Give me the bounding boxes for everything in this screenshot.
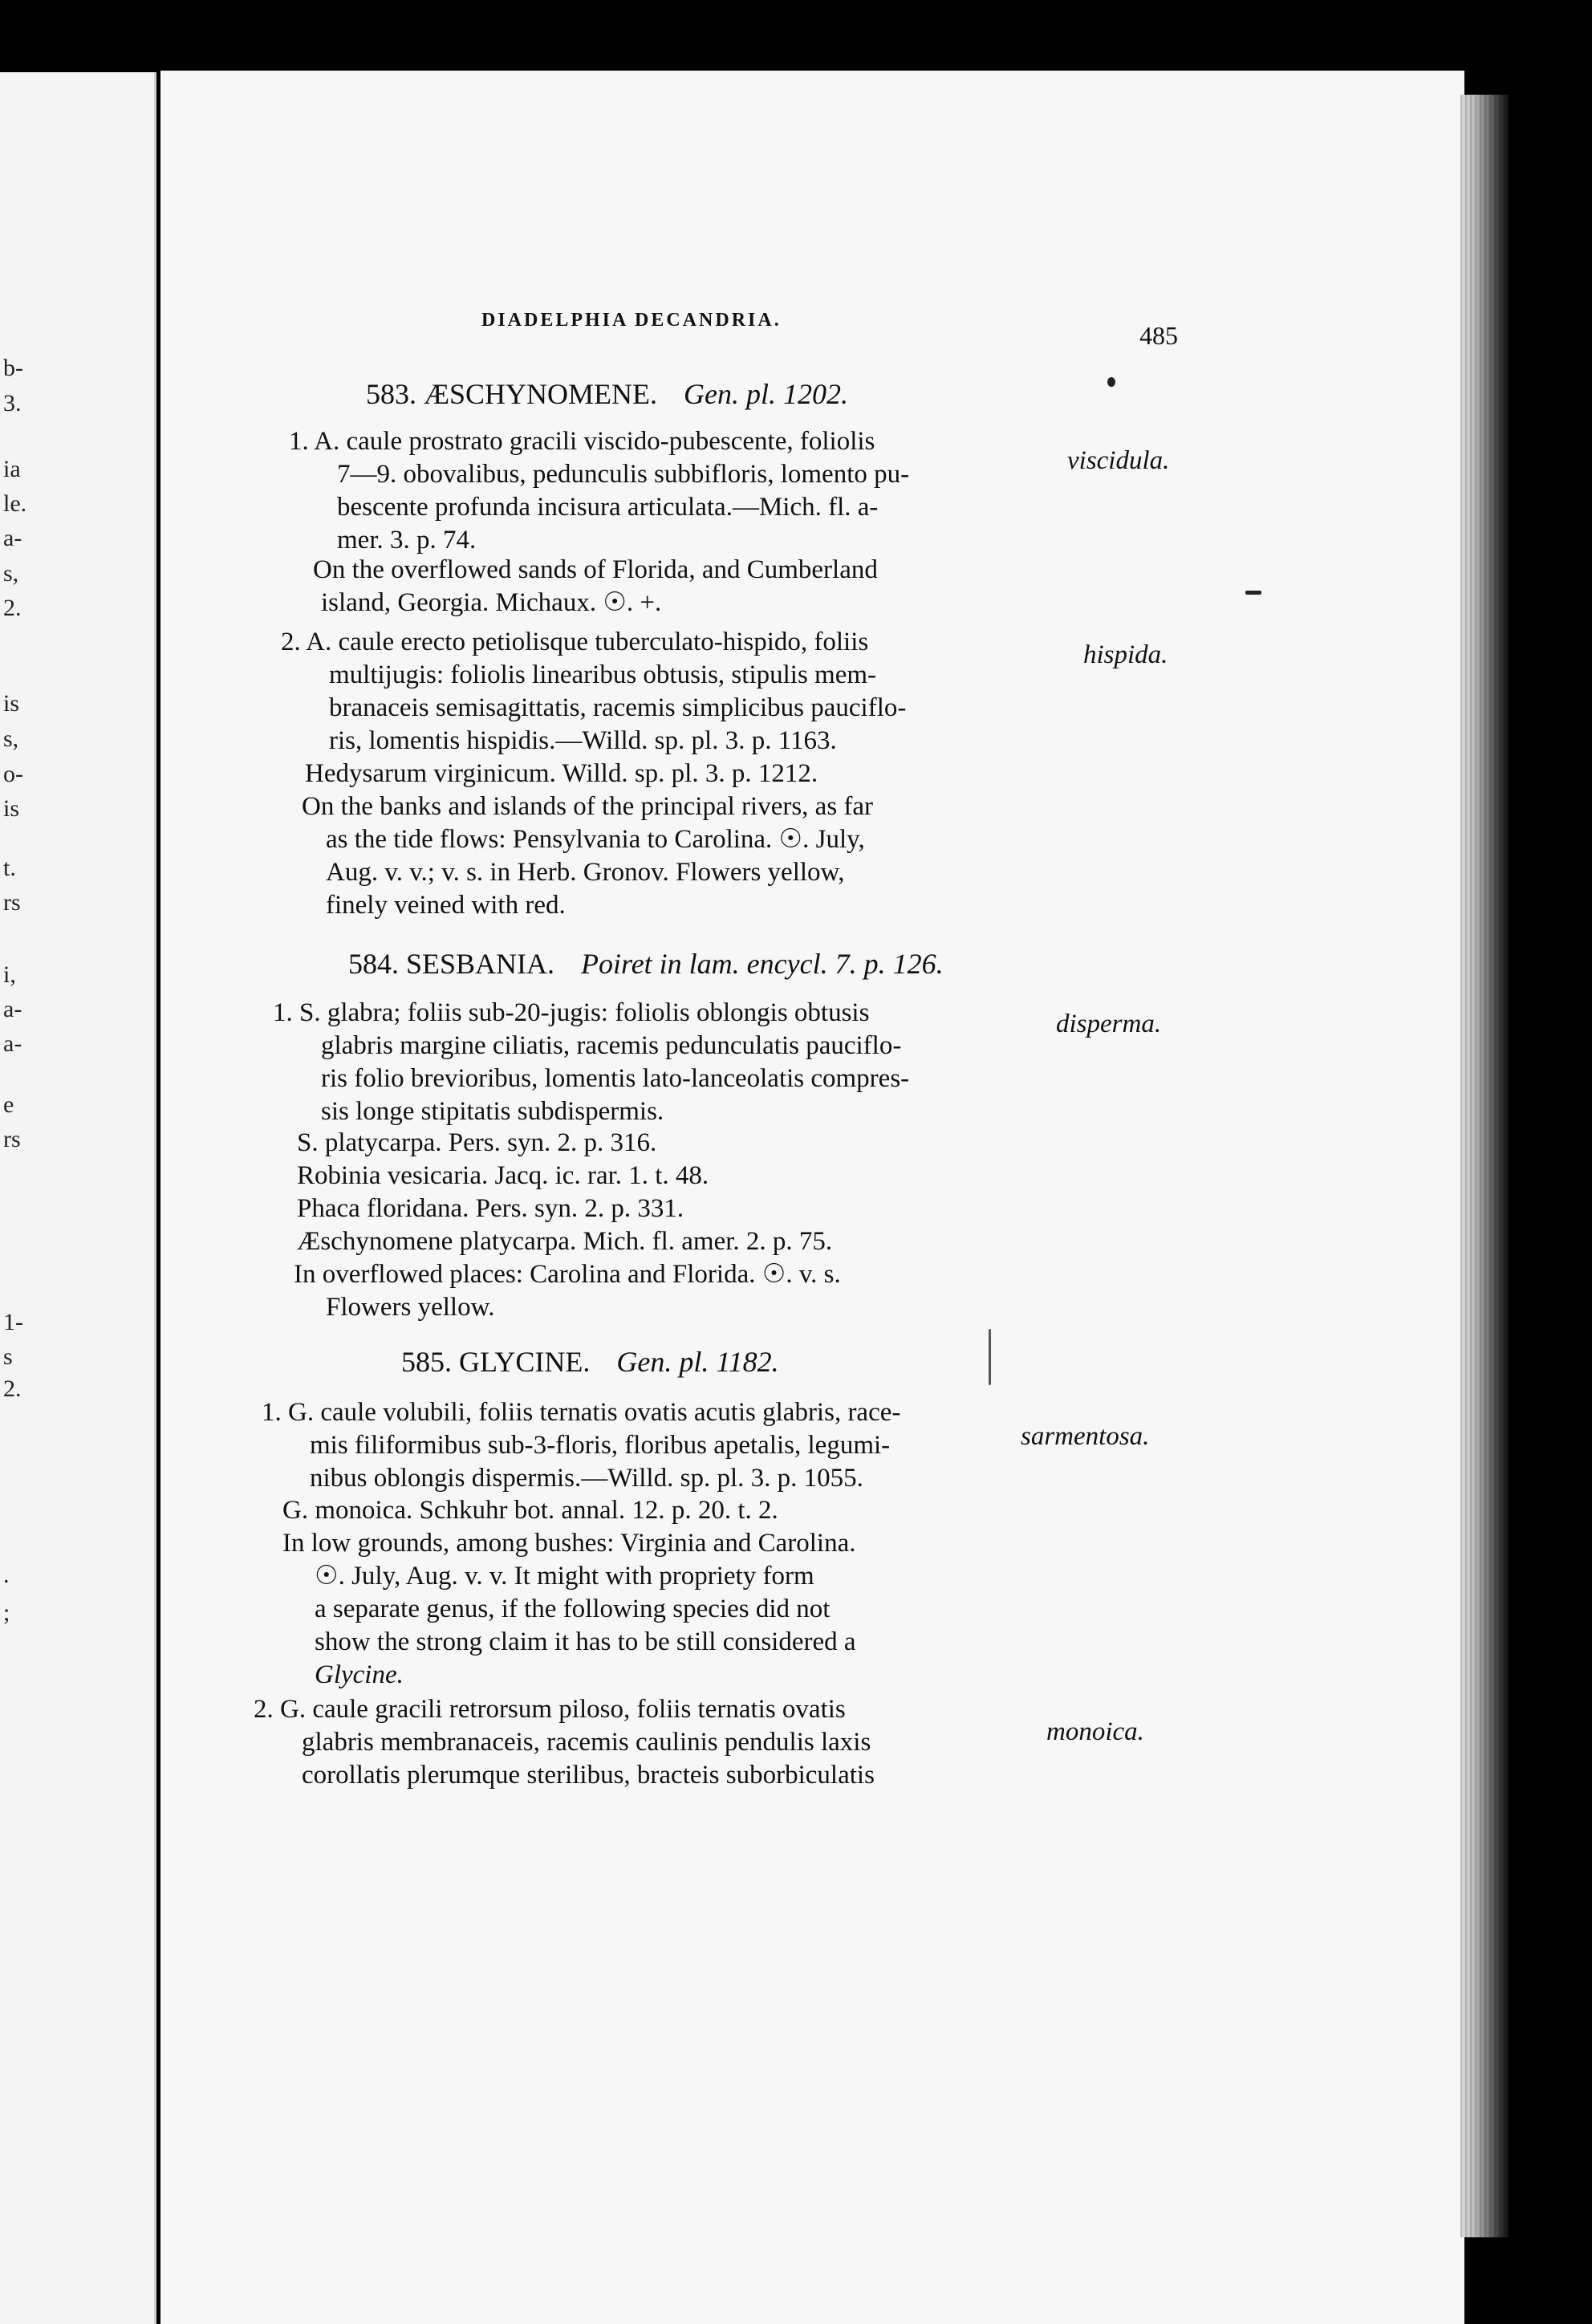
prev-page-fragment: ;: [3, 1599, 10, 1626]
species-line: mis filiformibus sub-3-floris, floribus apetalis, legumi-: [310, 1431, 891, 1460]
species-line: 2. A. caule erecto petiolisque tuberculato-hispido, foliis: [281, 628, 869, 656]
habitat-line: finely veined with red.: [326, 891, 566, 920]
genus-title: 585. GLYCINE.: [401, 1346, 591, 1378]
species-line: glabris membranaceis, racemis caulinis pendulis laxis: [302, 1728, 871, 1757]
synonym-line: S. platycarpa. Pers. syn. 2. p. 316.: [297, 1128, 657, 1157]
species-line: multijugis: foliolis linearibus obtusis, stipulis mem-: [329, 660, 877, 689]
prev-page-fragment: s,: [3, 560, 19, 587]
prev-page-fragment: a-: [3, 1030, 22, 1057]
habitat-line: a separate genus, if the following species did not: [315, 1595, 831, 1623]
page-number: 485: [1139, 321, 1178, 350]
prev-page-fragment: i,: [3, 961, 16, 988]
synonym-line: Æschynomene platycarpa. Mich. fl. amer. 2. p. 75.: [297, 1227, 833, 1256]
habitat-line: In low grounds, among bushes: Virginia and Carolina.: [282, 1529, 856, 1558]
synonym-line: Robinia vesicaria. Jacq. ic. rar. 1. t. 48.: [297, 1161, 709, 1190]
prev-page-fragment: e: [3, 1091, 14, 1118]
prev-page-fragment: rs: [3, 1126, 21, 1152]
habitat-note: [313, 554, 878, 620]
genus-reference: Gen. pl. 1182.: [616, 1346, 779, 1378]
prev-page-fragment: is: [3, 795, 20, 822]
prev-page-fragment: ia: [3, 456, 21, 482]
prev-page-fragment: a-: [3, 996, 22, 1022]
species-margin-name: hispida.: [1083, 640, 1168, 669]
habitat-line: Flowers yellow.: [326, 1293, 495, 1322]
habitat-note: [302, 790, 873, 922]
species-line: 1. A. caule prostrato gracili viscido-pubescente, foliolis: [289, 427, 875, 456]
habitat-line: show the strong claim it has to be still considered a: [315, 1627, 856, 1656]
prev-page-fragment: le.: [3, 490, 27, 517]
habitat-line: as the tide flows: Pensylvania to Carolina. ☉. July,: [326, 825, 865, 854]
habitat-note: [282, 1527, 856, 1692]
species-line: 1. G. caule volubili, foliis ternatis ovatis acutis glabris, race-: [262, 1398, 901, 1427]
prev-page-fragment: 2.: [3, 595, 22, 621]
prev-page-fragment: is: [3, 690, 20, 717]
habitat-line: ☉. July, Aug. v. v. It might with propriety form: [315, 1562, 814, 1591]
synonym-line: Hedysarum virginicum. Willd. sp. pl. 3. p. 1212.: [305, 759, 818, 788]
genus-heading: [348, 947, 944, 981]
habitat-line: Glycine.: [315, 1660, 404, 1689]
species-line: corollatis plerumque sterilibus, bracteis suborbiculatis: [302, 1761, 875, 1790]
habitat-line: island, Georgia. Michaux. ☉. +.: [321, 588, 662, 617]
species-line: bescente profunda incisura articulata.—Mich. fl. a-: [337, 493, 879, 522]
species-line: mer. 3. p. 74.: [337, 526, 477, 555]
prev-page-fragment: 3.: [3, 390, 22, 416]
synonym-line: Phaca floridana. Pers. syn. 2. p. 331.: [297, 1194, 684, 1223]
genus-reference: Gen. pl. 1202.: [684, 378, 849, 410]
species-line: 1. S. glabra; foliis sub-20-jugis: foliolis oblongis obtusis: [273, 998, 870, 1027]
species-margin-name: monoica.: [1046, 1717, 1144, 1746]
prev-page-fragment: o-: [3, 761, 23, 787]
species-line: ris folio brevioribus, lomentis lato-lanceolatis compres-: [321, 1064, 910, 1093]
species-entry: [254, 1693, 875, 1792]
ink-stroke: [989, 1329, 991, 1385]
species-entry: [289, 425, 909, 557]
genus-heading: [401, 1345, 779, 1379]
habitat-line: On the overflowed sands of Florida, and Cumberland: [313, 555, 878, 584]
prev-page-fragment: 1-: [3, 1309, 23, 1335]
page-stack-edge: [1460, 95, 1509, 2237]
prev-page-fragment: 2.: [3, 1375, 22, 1402]
genus-title: 583. ÆSCHYNOMENE.: [366, 378, 658, 410]
species-line: 7—9. obovalibus, pedunculis subbifloris, lomento pu-: [337, 460, 910, 489]
habitat-line: In overflowed places: Carolina and Florida. ☉. v. s.: [294, 1260, 841, 1289]
species-entry: [273, 997, 909, 1128]
species-margin-name: sarmentosa.: [1021, 1422, 1150, 1451]
genus-reference: Poiret in lam. encycl. 7. p. 126.: [581, 948, 944, 980]
prev-page-fragment: rs: [3, 889, 21, 916]
prev-page-fragment: b-: [3, 355, 23, 381]
species-margin-name: disperma.: [1056, 1010, 1162, 1038]
genus-heading: [366, 377, 848, 411]
ink-spot: [1107, 377, 1115, 387]
synonym-list: [297, 1127, 832, 1258]
species-entry: [281, 626, 906, 758]
genus-title: 584. SESBANIA.: [348, 948, 555, 980]
prev-page-fragment: t.: [3, 855, 16, 881]
running-header: DIADELPHIA DECANDRIA.: [481, 310, 782, 331]
species-line: 2. G. caule gracili retrorsum piloso, foliis ternatis ovatis: [254, 1695, 846, 1724]
species-margin-name: viscidula.: [1067, 446, 1170, 475]
prev-page-fragment: a-: [3, 525, 22, 551]
synonym-line: G. monoica. Schkuhr bot. annal. 12. p. 20. t. 2.: [282, 1496, 778, 1525]
habitat-line: Aug. v. v.; v. s. in Herb. Gronov. Flowers yellow,: [326, 858, 845, 887]
habitat-line: On the banks and islands of the principal rivers, as far: [302, 792, 874, 821]
species-line: ris, lomentis hispidis.—Willd. sp. pl. 3. p. 1163.: [329, 726, 837, 755]
ink-spot: [1245, 591, 1261, 595]
species-line: branaceis semisagittatis, racemis simplicibus pauciflo-: [329, 693, 907, 722]
species-line: sis longe stipitatis subdispermis.: [321, 1097, 664, 1126]
prev-page-fragment: s: [3, 1343, 13, 1370]
species-line: nibus oblongis dispermis.—Willd. sp. pl. 3. p. 1055.: [310, 1464, 863, 1493]
species-line: glabris margine ciliatis, racemis pedunculatis pauciflo-: [321, 1031, 902, 1060]
habitat-note: [294, 1258, 841, 1324]
prev-page-fragment: .: [3, 1562, 10, 1588]
prev-page-fragment: s,: [3, 725, 19, 752]
species-entry: [262, 1396, 900, 1495]
